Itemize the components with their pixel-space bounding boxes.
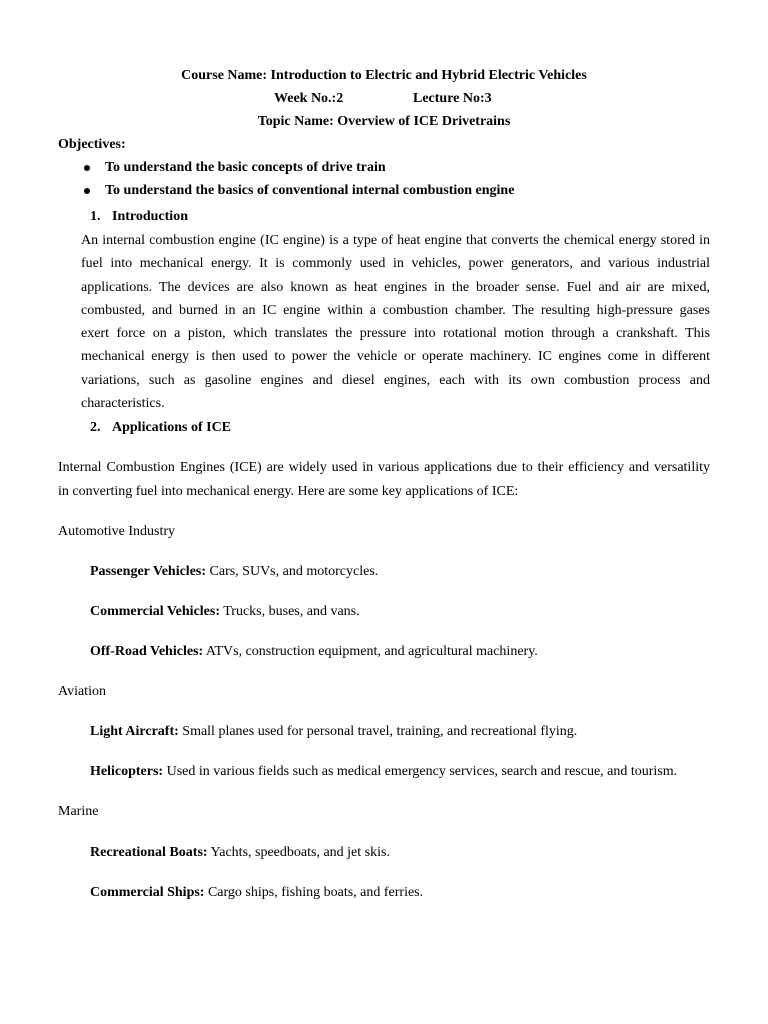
section-heading-applications <box>90 418 490 438</box>
objective-text: To understand the basics of conventional internal combustion engine <box>105 183 515 198</box>
section-number: 1. <box>90 209 101 224</box>
lecture-number: Lecture No:3 <box>413 91 492 106</box>
application-description: Cargo ships, fishing boats, and ferries. <box>207 885 424 900</box>
category-heading: Marine <box>58 804 99 819</box>
paragraph-line: characteristics. <box>81 396 165 412</box>
paragraph-line: in converting fuel into mechanical energy. Here are some key applications of ICE: <box>58 484 519 499</box>
objective-item <box>58 181 718 201</box>
objective-item <box>58 158 718 178</box>
application-description: Yachts, speedboats, and jet skis. <box>210 845 390 860</box>
section-heading-introduction <box>90 207 490 227</box>
paragraph-line: An internal combustion engine (IC engine) is a type of heat engine that converts the chemical energy stored in <box>81 233 710 248</box>
section-number: 2. <box>90 420 101 435</box>
section-title: Applications of ICE <box>112 420 232 435</box>
application-term: Helicopters: <box>90 764 164 779</box>
bullet-icon <box>84 188 90 194</box>
category-heading: Aviation <box>58 684 106 699</box>
application-item <box>90 722 577 742</box>
application-description: Used in various fields such as medical emergency services, search and rescue, and tourism. <box>166 764 678 779</box>
application-item <box>90 602 360 622</box>
application-item <box>90 642 538 662</box>
application-term: Recreational Boats: <box>90 845 208 860</box>
application-item <box>90 562 378 582</box>
application-description: Cars, SUVs, and motorcycles. <box>209 564 379 579</box>
topic-title: Topic Name: Overview of ICE Drivetrains <box>257 114 511 129</box>
application-term: Light Aircraft: <box>90 724 179 739</box>
application-description: ATVs, construction equipment, and agricultural machinery. <box>205 644 538 659</box>
objectives-heading: Objectives: <box>58 137 126 152</box>
applications-paragraph <box>58 456 710 504</box>
paragraph-line: exert force on a piston, which translates the pressure into rotational motion through a crankshaft. This <box>81 326 710 342</box>
paragraph-line: fuel into mechanical energy. It is commonly used in vehicles, power generators, and various industrial <box>81 256 710 272</box>
paragraph-line: variations, such as gasoline engines and diesel engines, each with its own combustion process and <box>81 372 710 388</box>
section-title: Introduction <box>112 209 188 224</box>
course-title: Course Name: Introduction to Electric and Hybrid Electric Vehicles <box>181 68 587 83</box>
paragraph-line: Internal Combustion Engines (ICE) are widely used in various applications due to their efficiency and versatility <box>58 460 710 475</box>
category-heading: Automotive Industry <box>58 524 176 539</box>
paragraph-line: mechanical energy is then used to power the vehicle or operate machinery. IC engines come in different <box>81 349 710 365</box>
introduction-paragraph <box>81 229 710 415</box>
bullet-icon <box>84 165 90 171</box>
application-term: Off-Road Vehicles: <box>90 644 204 659</box>
objective-text: To understand the basic concepts of drive train <box>105 160 386 175</box>
application-description: Small planes used for personal travel, training, and recreational flying. <box>182 724 578 739</box>
application-item <box>90 883 423 903</box>
paragraph-line: applications. The devices are also known as heat engines in the broader sense. Fuel and air are mixed, <box>81 279 710 295</box>
application-term: Commercial Ships: <box>90 885 205 900</box>
application-term: Passenger Vehicles: <box>90 564 207 579</box>
paragraph-line: combusted, and burned in an IC engine within a combustion chamber. The resulting high-pressure gases <box>81 302 710 318</box>
application-term: Commercial Vehicles: <box>90 604 220 619</box>
application-item <box>90 843 390 863</box>
application-item <box>90 762 677 782</box>
week-number: Week No.:2 <box>274 91 344 106</box>
application-description: Trucks, buses, and vans. <box>223 604 360 619</box>
